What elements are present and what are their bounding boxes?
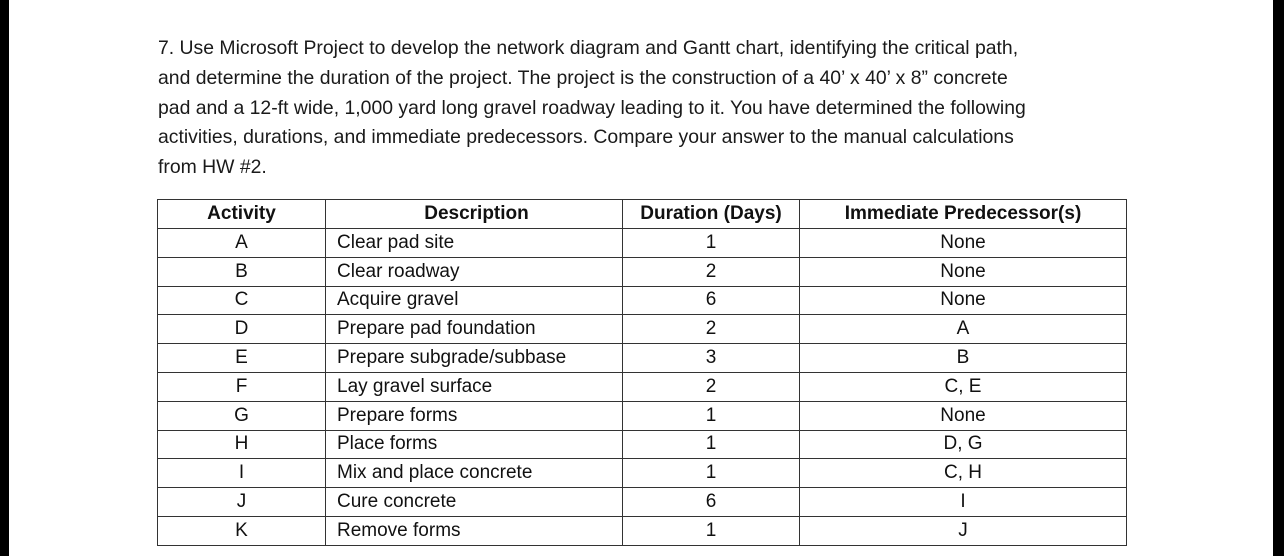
header-predecessors: Immediate Predecessor(s) xyxy=(800,200,1127,229)
cell-duration: 1 xyxy=(623,401,800,430)
cell-duration: 2 xyxy=(623,315,800,344)
cell-predecessors: J xyxy=(800,516,1127,545)
cell-description: Prepare pad foundation xyxy=(326,315,623,344)
table-row xyxy=(158,488,1127,517)
header-activity: Activity xyxy=(158,200,326,229)
cell-activity: K xyxy=(158,516,326,545)
cell-predecessors: None xyxy=(800,229,1127,258)
cell-description: Mix and place concrete xyxy=(326,459,623,488)
cell-duration: 1 xyxy=(623,459,800,488)
cell-description: Place forms xyxy=(326,430,623,459)
cell-activity: H xyxy=(158,430,326,459)
question-text: 7. Use Microsoft Project to develop the network diagram and Gantt chart, identifying the critical path, and determine the duration of the project. The project is the construction of a 40’ x 40’ x 8” concrete pad and a 12-ft wide, 1,000 yard long gravel roadway leading to it. You have determined the following activities, durations, and immediate predecessors. Compare your answer to the manual calculations from HW #2. xyxy=(158,37,1026,179)
header-description: Description xyxy=(326,200,623,229)
cell-description: Prepare forms xyxy=(326,401,623,430)
header-duration: Duration (Days) xyxy=(623,200,800,229)
table-row xyxy=(158,430,1127,459)
table-row xyxy=(158,401,1127,430)
cell-duration: 2 xyxy=(623,257,800,286)
cell-predecessors: C, E xyxy=(800,372,1127,401)
cell-duration: 2 xyxy=(623,372,800,401)
cell-description: Acquire gravel xyxy=(326,286,623,315)
cell-activity: F xyxy=(158,372,326,401)
cell-duration: 3 xyxy=(623,344,800,373)
table-header-row xyxy=(158,200,1127,229)
cell-activity: I xyxy=(158,459,326,488)
table-row xyxy=(158,372,1127,401)
cell-activity: E xyxy=(158,344,326,373)
activity-table xyxy=(157,199,1127,546)
cell-duration: 1 xyxy=(623,430,800,459)
cell-activity: B xyxy=(158,257,326,286)
cell-predecessors: I xyxy=(800,488,1127,517)
cell-duration: 1 xyxy=(623,229,800,258)
cell-predecessors: C, H xyxy=(800,459,1127,488)
table-row xyxy=(158,286,1127,315)
cell-activity: C xyxy=(158,286,326,315)
table-row xyxy=(158,229,1127,258)
cell-description: Lay gravel surface xyxy=(326,372,623,401)
cell-predecessors: None xyxy=(800,286,1127,315)
cell-activity: J xyxy=(158,488,326,517)
cell-duration: 6 xyxy=(623,488,800,517)
cell-activity: D xyxy=(158,315,326,344)
cell-duration: 6 xyxy=(623,286,800,315)
cell-predecessors: D, G xyxy=(800,430,1127,459)
cell-activity: A xyxy=(158,229,326,258)
cell-description: Remove forms xyxy=(326,516,623,545)
cell-description: Prepare subgrade/subbase xyxy=(326,344,623,373)
table-row xyxy=(158,315,1127,344)
cell-description: Clear pad site xyxy=(326,229,623,258)
cell-predecessors: None xyxy=(800,257,1127,286)
table-row xyxy=(158,459,1127,488)
table-row xyxy=(158,516,1127,545)
table-row xyxy=(158,344,1127,373)
cell-predecessors: B xyxy=(800,344,1127,373)
cell-activity: G xyxy=(158,401,326,430)
cell-predecessors: A xyxy=(800,315,1127,344)
cell-duration: 1 xyxy=(623,516,800,545)
table-row xyxy=(158,257,1127,286)
document-page xyxy=(9,0,1273,556)
cell-predecessors: None xyxy=(800,401,1127,430)
cell-description: Cure concrete xyxy=(326,488,623,517)
cell-description: Clear roadway xyxy=(326,257,623,286)
